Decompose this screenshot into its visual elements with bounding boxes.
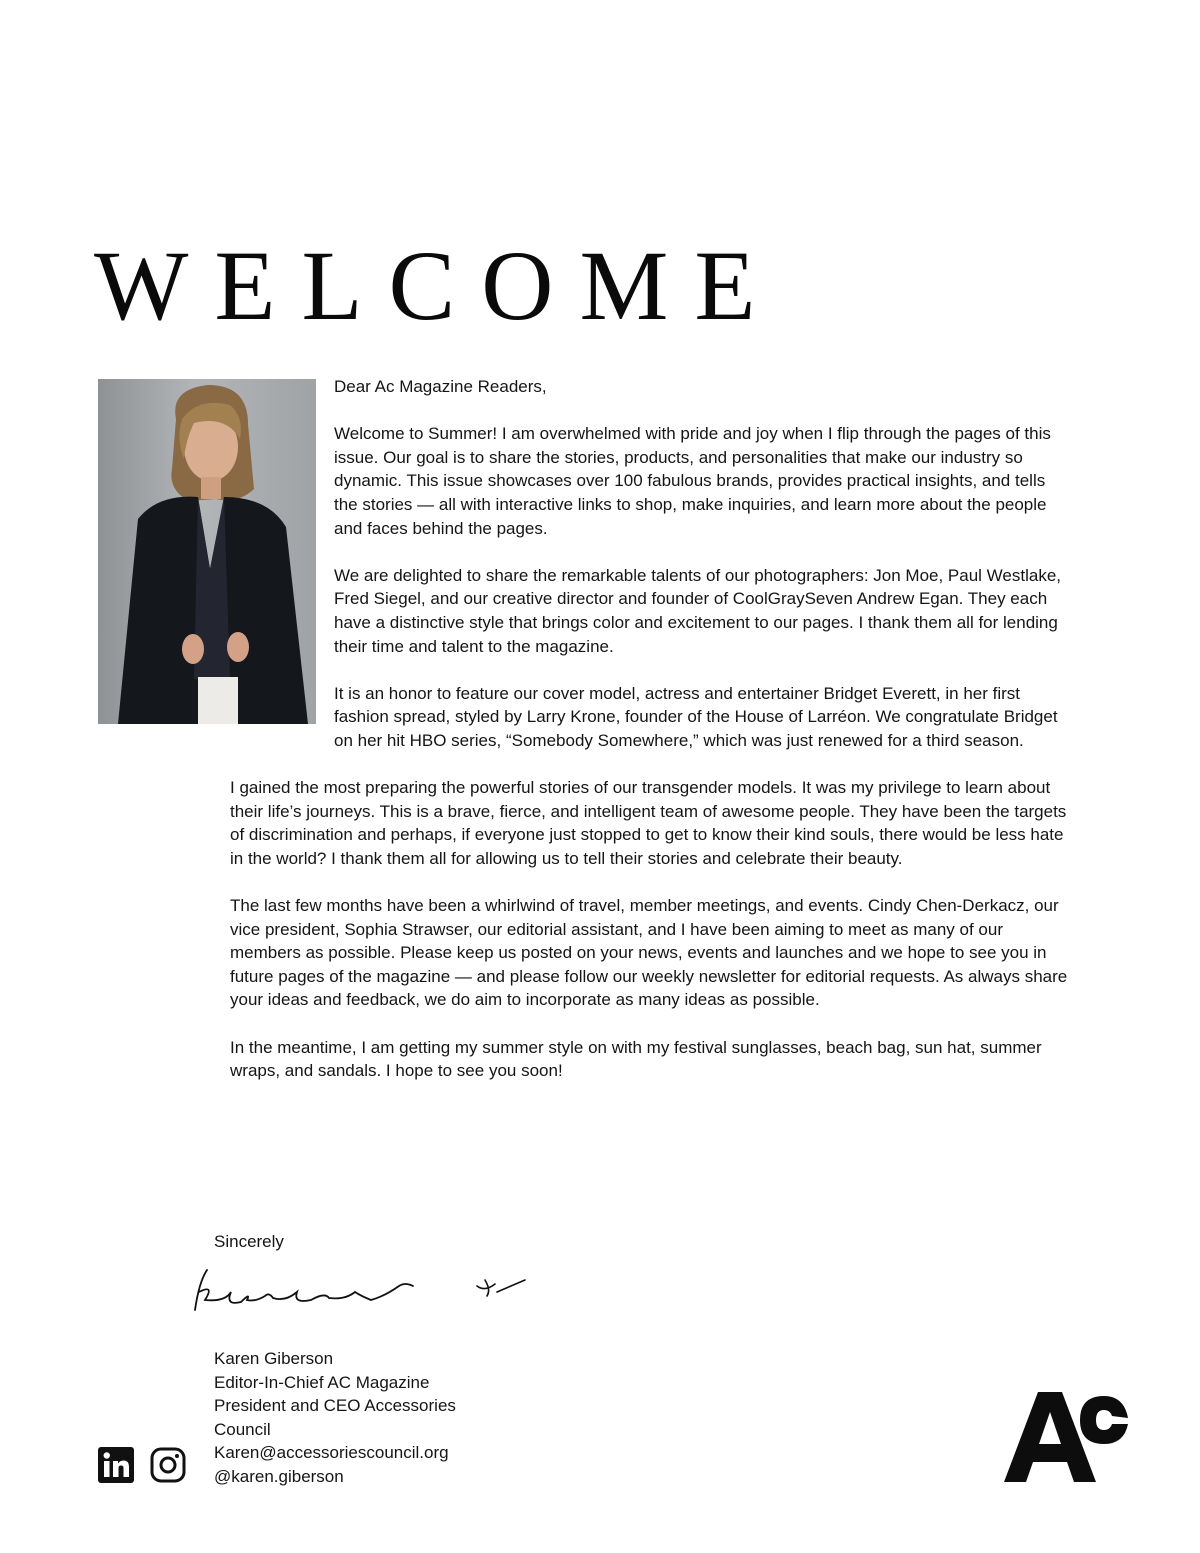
signer-title: Editor-In-Chief AC Magazine xyxy=(214,1372,430,1392)
social-links xyxy=(98,1447,186,1483)
ac-logo xyxy=(1004,1388,1132,1484)
letter-paragraph: In the meantime, I am getting my summer style on with my festival sunglasses, beach bag, sun hat, summer wraps, and sandals. I hope to see you soon! xyxy=(230,1037,1042,1081)
letter-paragraph: Welcome to Summer! I am overwhelmed with pride and joy when I flip through the pages of this issue. Our goal is to share the stories, products, and personalities that make our industry so dynamic. This issue showcases over 100 fabulous brands, provides practical insights, and tells the stories — all with interactive links to shop, make inquiries, and learn more about the people and faces behind the pages. xyxy=(334,424,1051,538)
letter-body xyxy=(230,375,1070,1106)
letter-paragraph: It is an honor to feature our cover model, actress and entertainer Bridget Everett, in her first fashion spread, styled by Larry Krone, founder of the House of Larréon. We congratulate Bridget on her hit HBO series, “Somebody Somewhere,” which was just renewed for a third season. xyxy=(334,683,1058,750)
signature xyxy=(185,1262,535,1322)
signer-title: President and CEO Accessories Council xyxy=(214,1396,456,1439)
signer-name: Karen Giberson xyxy=(214,1349,334,1368)
letter-paragraph: I gained the most preparing the powerful stories of our transgender models. It was my privilege to learn about their life’s journeys. This is a brave, fierce, and intelligent team of awesome people. They have been the targets of discrimination and perhaps, if everyone just stopped to get to know their kind souls, there would be less hate in the world? I thank them all for allowing us to tell their stories and celebrate their beauty. xyxy=(230,778,1067,868)
signature-block xyxy=(214,1347,484,1489)
closing: Sincerely xyxy=(214,1232,284,1251)
signer-email[interactable]: Karen@accessoriescouncil.org xyxy=(214,1443,449,1463)
page-title: WELCOME xyxy=(94,230,782,341)
letter-greeting: Dear Ac Magazine Readers, xyxy=(334,377,547,396)
letter-paragraph: The last few months have been a whirlwind of travel, member meetings, and events. Cindy Chen-Derkacz, our vice president, Sophia Strawser, our editorial assistant, and I have been aiming to meet as many of our members as possible. Please keep us posted on your news, events and launches and we hope to see you in future pages of the magazine — and please follow our weekly newsletter for editorial requests. As always share your ideas and feedback, we do aim to incorporate as many ideas as possible. xyxy=(230,896,1068,1010)
signer-instagram-handle[interactable]: @karen.giberson xyxy=(214,1466,344,1486)
instagram-icon[interactable] xyxy=(150,1447,186,1483)
linkedin-icon[interactable] xyxy=(98,1447,134,1483)
letter-paragraph: We are delighted to share the remarkable talents of our photographers: Jon Moe, Paul Westlake, Fred Siegel, and our creative director and founder of CoolGraySeven Andrew Egan. They each have a distinctive style that brings color and excitement to our pages. I thank them all for lending their time and talent to the magazine. xyxy=(334,565,1062,656)
